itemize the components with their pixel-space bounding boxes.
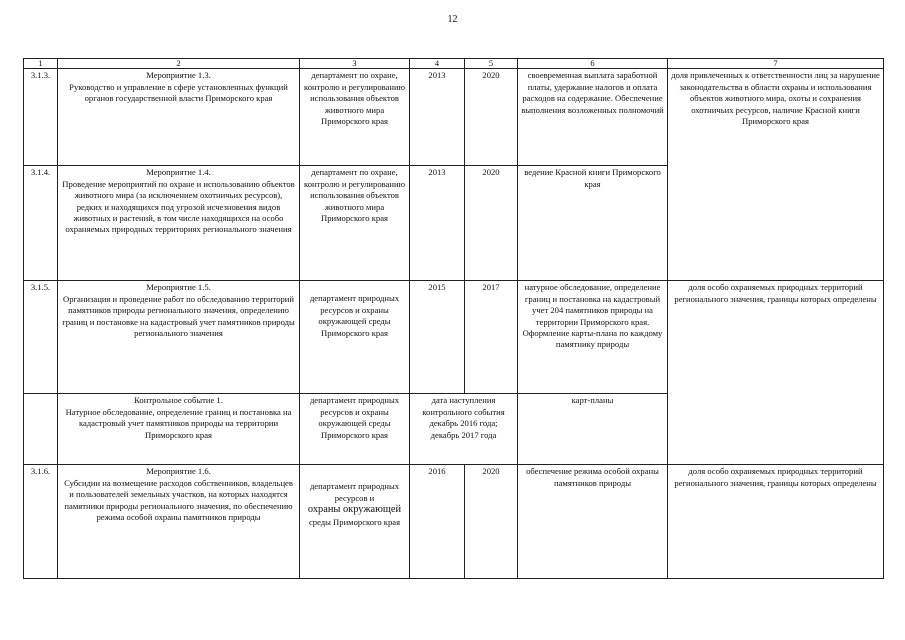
row-number — [24, 394, 58, 465]
indicator: доля привлеченных к ответственности лиц за нарушение законодательства в области охраны и использования объектов животного мира, охоты и сохранения охотничьих ресурсов, наличие Красной книги Приморского края — [668, 69, 884, 281]
end-year: 2020 — [465, 166, 518, 281]
program-table — [23, 58, 884, 579]
event-cell — [58, 394, 300, 465]
indicator: доля особо охраняемых природных территорий регионального значения, границы которых определены — [668, 465, 884, 579]
period-date-1: декабрь 2016 года; — [429, 418, 498, 429]
event-cell — [58, 166, 300, 281]
start-year: 2015 — [410, 281, 465, 394]
row-number: 3.1.5. — [24, 281, 58, 394]
expected-result: своевременная выплата заработной платы, удержание налогов и оплата расходов на содержание. Обеспечение выполнения возложенных полномочий — [518, 69, 668, 166]
dept-line-3: среды Приморского края — [308, 516, 401, 527]
event-title: Мероприятие 1.5. — [146, 282, 211, 293]
dept-line-2: охраны окружающей — [307, 504, 402, 516]
event-text: Руководство и управление в сфере установленных функций органов государственной власти Приморского края — [69, 81, 288, 104]
period-date-2: декабрь 2017 года — [430, 429, 497, 440]
expected-result: ведение Красной книги Приморского края — [518, 166, 668, 281]
event-text: Субсидии на возмещение расходов собственников, владельцев и пользователей земельных участков, на которых находятся памятники природы регионального значения, по обеспечению режима особой охраны памятников природы — [64, 477, 293, 522]
end-year: 2020 — [465, 465, 518, 579]
responsible-dept: департамент по охране, контролю и регулированию использования объектов животного мира Приморского края — [300, 166, 410, 281]
event-title: Мероприятие 1.3. — [146, 70, 211, 81]
dept-line-1: департамент природных ресурсов и — [309, 481, 400, 503]
event-title: Мероприятие 1.4. — [146, 167, 211, 178]
row-number: 3.1.3. — [24, 69, 58, 166]
end-year: 2017 — [465, 281, 518, 394]
event-title: Контрольное событие 1. — [134, 395, 223, 406]
control-event-period — [410, 394, 518, 465]
responsible-dept: департамент природных ресурсов и охраны окружающей среды Приморского края — [300, 394, 410, 465]
table-row — [24, 69, 884, 166]
event-text: Проведение мероприятий по охране и использованию объектов животного мира (за исключением охотничьих ресурсов), редких и находящихся под угрозой исчезновения видов животных и растений, в том числе находящихся на особо охраняемых природных территориях регионального значения — [62, 178, 295, 235]
responsible-dept — [300, 465, 410, 579]
header-col-2: 2 — [58, 59, 300, 69]
event-cell — [58, 465, 300, 579]
expected-result: карт-планы — [518, 394, 668, 465]
table-row — [24, 281, 884, 394]
event-title: Мероприятие 1.6. — [146, 466, 211, 477]
start-year: 2016 — [410, 465, 465, 579]
header-col-4: 4 — [410, 59, 465, 69]
event-text: Организация и проведение работ по обследованию территорий памятников природы регионального значения, определению границ и постановке на кадастровый учет памятников природы регионального значения — [62, 293, 295, 338]
expected-result: натурное обследование, определение границ и постановка на кадастровый учет 204 памятников природы на территории Приморского края. Оформление карты-плана по каждому памятнику природы — [518, 281, 668, 394]
responsible-dept: департамент по охране, контролю и регулированию использования объектов животного мира Приморского края — [300, 69, 410, 166]
header-col-1: 1 — [24, 59, 58, 69]
header-col-7: 7 — [668, 59, 884, 69]
expected-result: обеспечение режима особой охраны памятников природы — [518, 465, 668, 579]
indicator: доля особо охраняемых природных территорий регионального значения, границы которых определены — [668, 281, 884, 465]
page-number: 12 — [447, 14, 458, 25]
event-cell — [58, 69, 300, 166]
row-number: 3.1.6. — [24, 465, 58, 579]
header-col-5: 5 — [465, 59, 518, 69]
start-year: 2013 — [410, 166, 465, 281]
header-col-3: 3 — [300, 59, 410, 69]
table-row — [24, 465, 884, 579]
end-year: 2020 — [465, 69, 518, 166]
start-year: 2013 — [410, 69, 465, 166]
event-cell — [58, 281, 300, 394]
header-row — [24, 59, 884, 69]
event-text: Натурное обследование, определение границ и постановка на кадастровый учет памятников природы на территории Приморского края — [65, 406, 292, 440]
period-label: дата наступления контрольного события — [422, 395, 505, 417]
header-col-6: 6 — [518, 59, 668, 69]
responsible-dept: департамент природных ресурсов и охраны окружающей среды Приморского края — [300, 281, 410, 394]
row-number: 3.1.4. — [24, 166, 58, 281]
